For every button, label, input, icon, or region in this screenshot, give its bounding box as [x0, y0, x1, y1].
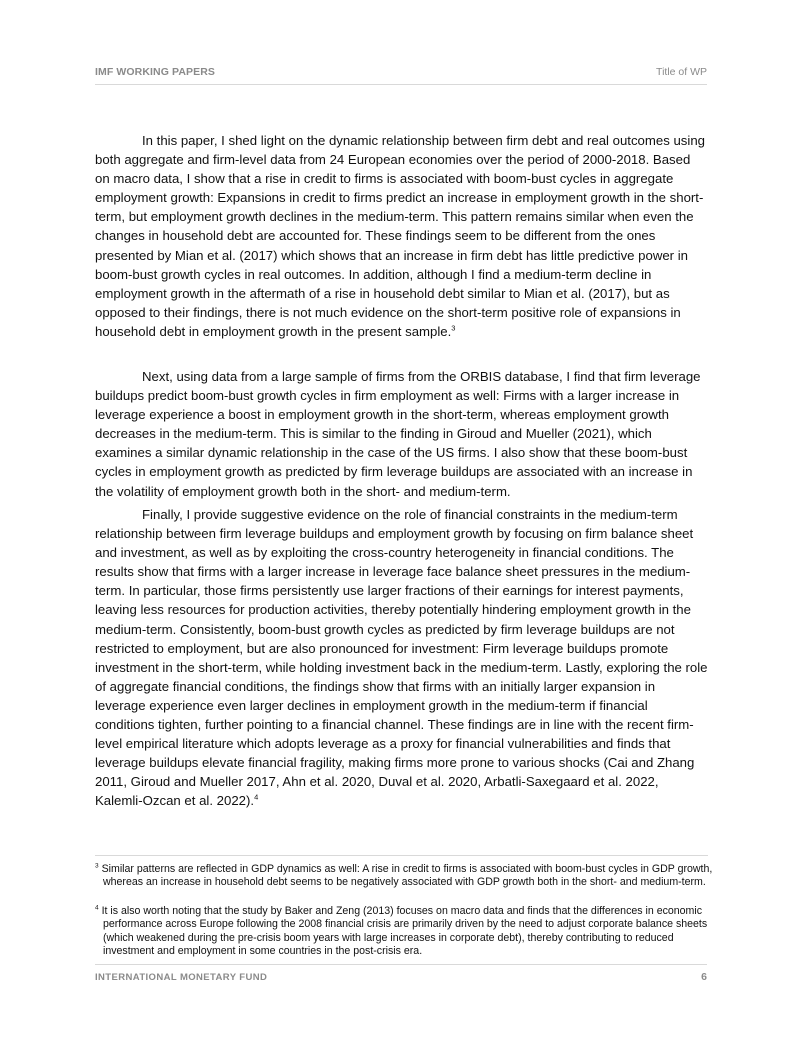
footnote-4-number: 4	[95, 904, 99, 912]
paragraph-3	[95, 505, 708, 811]
footnote-4-text: It is also worth noting that the study by Baker and Zeng (2013) focuses on macro data and finds that the differences in economic performance across Europe following the 2008 financial crisis are primarily driven by the need to adjust corporate balance sheets (which weakened during the pre-crisis boom years with large increases in corporate debt), thereby contributing to reduced investment and employment in some countries in the post-crisis era.	[98, 905, 708, 958]
footnote-divider	[95, 855, 708, 856]
footnote-ref-4[interactable]: 4	[254, 793, 259, 803]
page-footer	[95, 964, 707, 985]
footnote-ref-3[interactable]: 3	[451, 323, 456, 333]
page-number: 6	[701, 971, 707, 983]
footnote-4	[95, 905, 716, 959]
header-paper-title: Title of WP	[656, 66, 707, 78]
page-header	[95, 66, 707, 85]
header-series-title: IMF WORKING PAPERS	[95, 66, 216, 78]
paragraph-2-text: Next, using data from a large sample of firms from the ORBIS database, I find that firm leverage buildups predict boom-bust growth cycles in firm employment as well: Firms with a larger increase in leverage experience a boost in employment growth in the short-term, whereas employment growth decreases in the medium-term. This is similar to the finding in Giroud and Mueller (2021), which examines a similar dynamic relationship in the case of the US firms. I also show that these boom-bust cycles in employment growth as predicted by firm leverage buildups are associated with an increase in the volatility of employment growth both in the short- and medium-term.	[95, 369, 701, 499]
footnote-3-text: Similar patterns are reflected in GDP dynamics as well: A rise in credit to firms is associated with boom-bust cycles in GDP growth, whereas an increase in household debt seems to be negatively associated with GDP growth both in the short- and medium-term.	[98, 863, 713, 889]
footnote-3	[95, 863, 716, 890]
paragraph-3-text: Finally, I provide suggestive evidence on the role of financial constraints in the medium-term relationship between firm leverage buildups and employment growth by focusing on firm balance sheet and investment, as well as by exploiting the cross-country heterogeneity in financial conditions. The results show that firms with a larger increase in leverage face balance sheet pressures in the medium-term. In particular, those firms persistently use larger fractions of their earnings for interest payments, leaving less resources for production activities, thereby potentially hindering employment growth in the medium-term. Consistently, boom-bust growth cycles as predicted by firm leverage buildups are not restricted to employment, but are also pronounced for investment: Firm leverage buildups promote investment in the short-term, while holding investment back in the medium-term. Lastly, exploring the role of aggregate financial conditions, the findings show that firms with an initially larger expansion in leverage experience even larger declines in employment growth in the medium-term if financial conditions tighten, further pointing to a financial channel. These findings are in line with the recent firm-level empirical literature which adopts leverage as a proxy for financial vulnerabilities and finds that leverage buildups elevate financial fragility, making firms more prone to various shocks (Cai and Zhang 2011, Giroud and Mueller 2017, Ahn et al. 2020, Duval et al. 2020, Arbatli-Saxegaard et al. 2022, Kalemli-Ozcan et al. 2022).	[95, 507, 708, 809]
paragraph-2	[95, 367, 708, 501]
footer-organization: INTERNATIONAL MONETARY FUND	[95, 972, 268, 983]
paragraph-1	[95, 131, 708, 341]
paragraph-1-text: In this paper, I shed light on the dynamic relationship between firm debt and real outcomes using both aggregate and firm-level data from 24 European economies over the period of 2000-2018. Based on macro data, I show that a rise in credit to firms is associated with boom-bust cycles in aggregate employment growth: Expansions in credit to firms predict an increase in employment growth in the short-term, but employment growth declines in the medium-term. This pattern remains similar when even the changes in household debt are accounted for. These findings seem to be different from the ones presented by Mian et al. (2017) which shows that an increase in firm debt has little predictive power in boom-bust growth cycles in real outcomes. In addition, although I find a medium-term decline in employment growth in the aftermath of a rise in household debt similar to Mian et al. (2017), but as opposed to their findings, there is not much evidence on the short-term positive role of expansions in household debt in employment growth in the present sample.	[95, 133, 705, 339]
footnote-3-number: 3	[95, 862, 99, 870]
